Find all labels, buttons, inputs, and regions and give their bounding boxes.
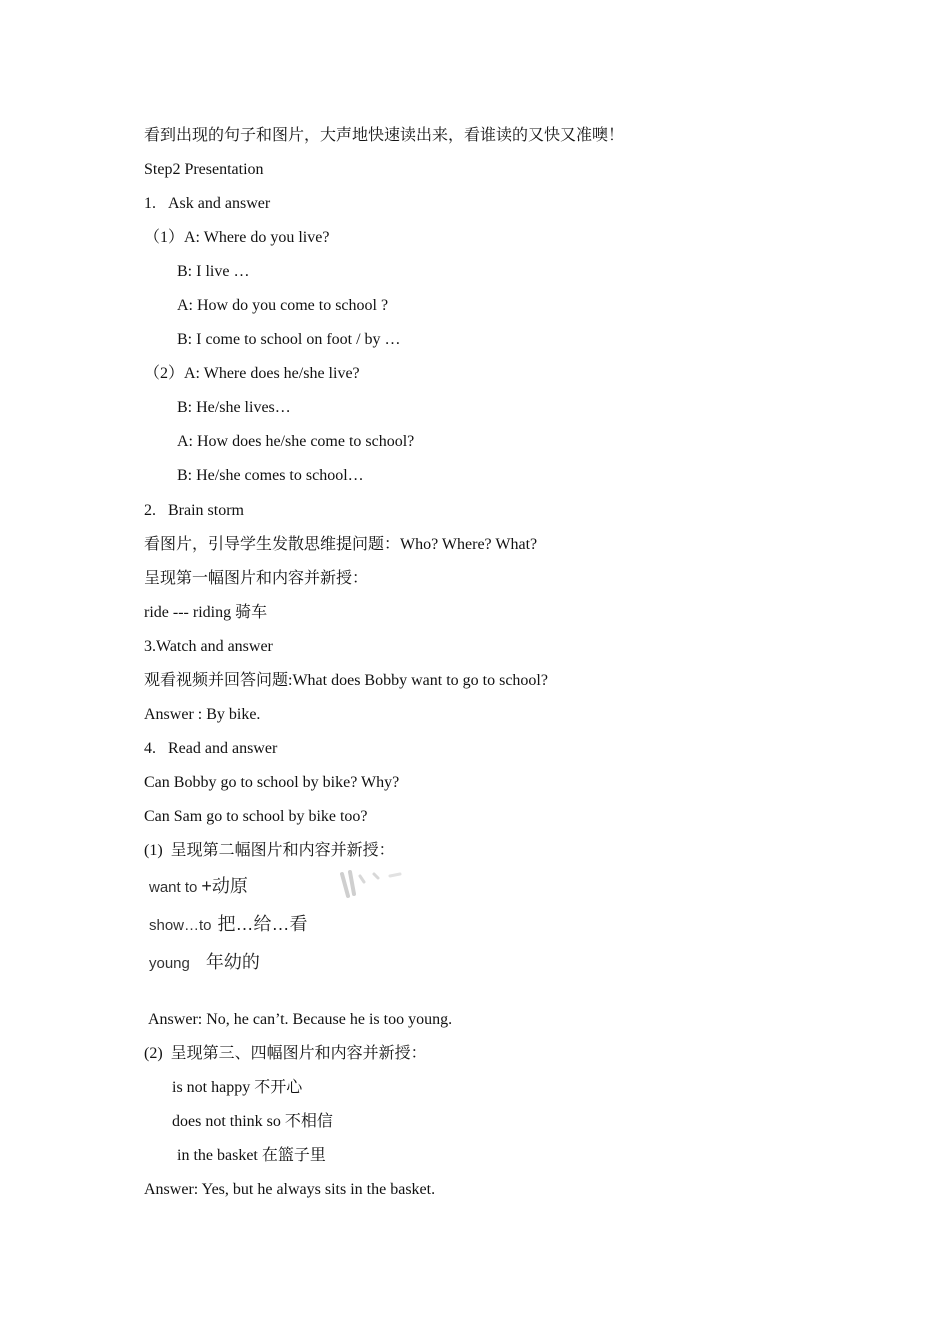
vocab-english: show…to xyxy=(149,917,212,934)
vocab-english: young xyxy=(149,955,190,972)
instruction-line: 看到出现的句子和图片，大声地快速读出来，看谁读的又快又准噢！ xyxy=(144,127,625,144)
dialogue-line: （2）A: Where does he/she live? xyxy=(144,365,360,382)
vocab-chinese: +动原 xyxy=(201,876,248,896)
question-line: Can Sam go to school by bike too? xyxy=(144,808,368,825)
answer-line: Answer: No, he can’t. Because he is too young. xyxy=(148,1011,453,1028)
section-heading-watch-answer: 3.Watch and answer xyxy=(144,638,273,655)
vocab-row xyxy=(149,910,308,936)
text-line: 观看视频并回答问题:What does Bobby want to go to school? xyxy=(144,672,548,689)
vocab-row xyxy=(149,948,260,974)
decorative-mark xyxy=(340,868,420,900)
answer-line: Answer : By bike. xyxy=(144,706,261,723)
vocab-chinese: 把…给…看 xyxy=(217,914,308,934)
dialogue-line: B: He/she lives… xyxy=(177,399,291,416)
dialogue-line: B: He/she comes to school… xyxy=(177,467,364,484)
section-heading-ask-answer: 1. Ask and answer xyxy=(144,195,271,212)
step-heading: Step2 Presentation xyxy=(144,161,264,178)
text-line: (2) 呈现第三、四幅图片和内容并新授： xyxy=(144,1045,427,1062)
section-heading-read-answer: 4. Read and answer xyxy=(144,740,278,757)
vocab-line: in the basket 在篮子里 xyxy=(177,1147,326,1164)
vocab-line: ride --- riding 骑车 xyxy=(144,604,268,621)
text-line: (1) 呈现第二幅图片和内容并新授： xyxy=(144,842,395,859)
dialogue-line: A: How does he/she come to school? xyxy=(177,433,415,450)
answer-line: Answer: Yes, but he always sits in the basket. xyxy=(144,1181,436,1198)
vocab-english: want to xyxy=(149,879,198,896)
vocab-image xyxy=(144,866,434,982)
text-line: 呈现第一幅图片和内容并新授： xyxy=(144,570,369,587)
question-line: Can Bobby go to school by bike? Why? xyxy=(144,774,400,791)
vocab-line: does not think so 不相信 xyxy=(172,1113,333,1130)
vocab-chinese: 年幼的 xyxy=(205,952,260,972)
vocab-row xyxy=(149,872,248,898)
vocab-line: is not happy 不开心 xyxy=(172,1079,303,1096)
dialogue-line: （1）A: Where do you live? xyxy=(144,229,330,246)
dialogue-line: B: I live … xyxy=(177,263,250,280)
section-heading-brain-storm: 2. Brain storm xyxy=(144,502,244,519)
dialogue-line: B: I come to school on foot / by … xyxy=(177,331,401,348)
text-line: 看图片，引导学生发散思维提问题：Who? Where? What? xyxy=(144,536,538,553)
dialogue-line: A: How do you come to school ? xyxy=(177,297,389,314)
